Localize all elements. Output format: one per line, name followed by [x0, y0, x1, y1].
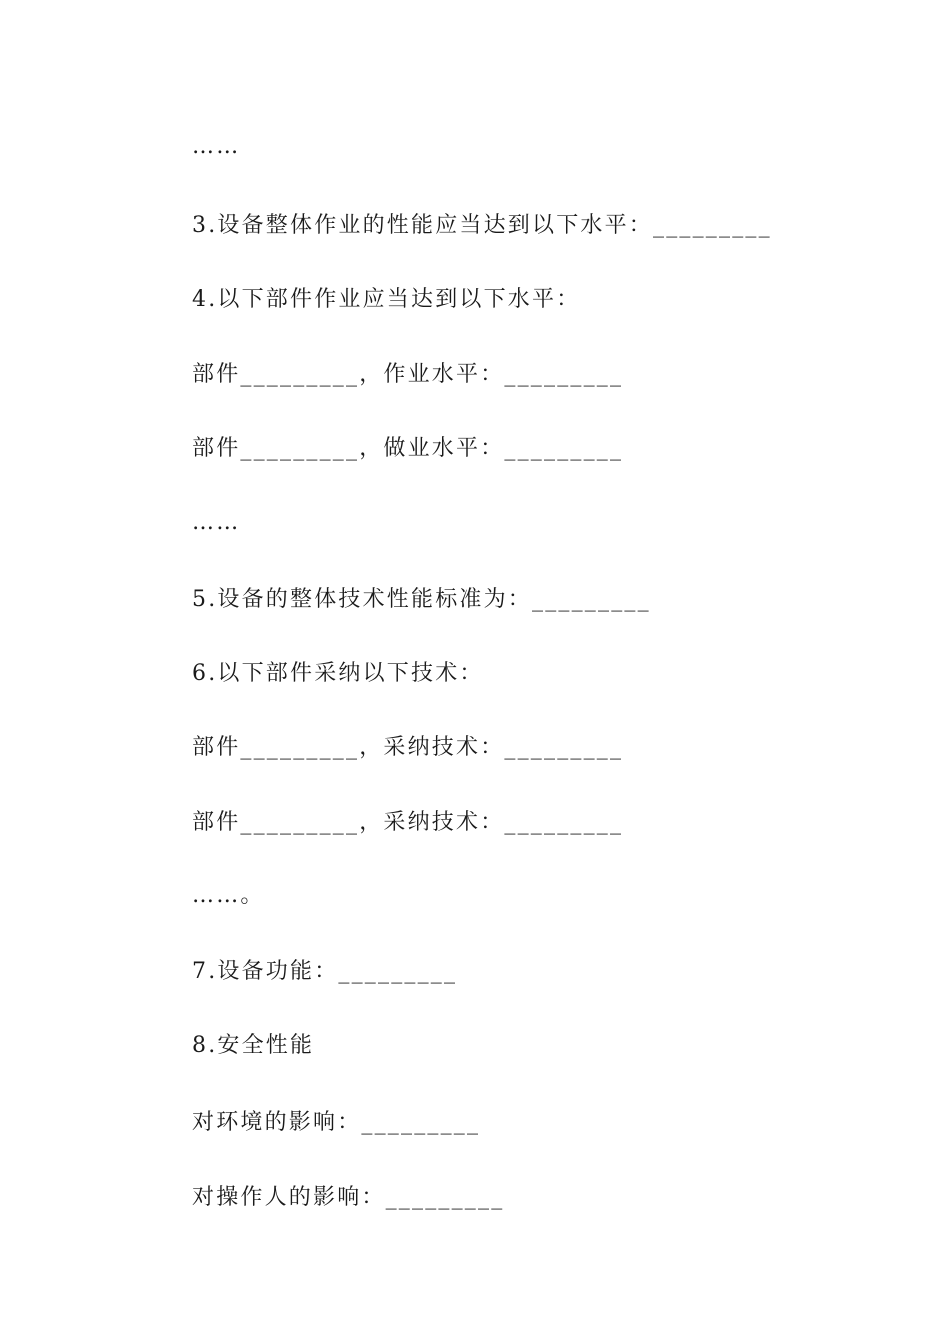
item-4-component-level: 4.以下部件作业应当达到以下水平：	[192, 287, 581, 312]
ellipsis-line: ……。	[192, 883, 265, 908]
item-6-component-tech: 6.以下部件采纳以下技术：	[192, 661, 484, 686]
component-tech-line: 部件_________，采纳技术：_________	[192, 810, 624, 835]
environment-impact-line: 对环境的影响：_________	[192, 1110, 481, 1135]
component-tech-line: 部件_________，采纳技术：_________	[192, 735, 624, 760]
ellipsis-line: ……	[192, 134, 241, 159]
operator-impact-line: 对操作人的影响：_________	[192, 1185, 505, 1210]
component-operation-line: 部件_________，做业水平：_________	[192, 436, 624, 461]
item-5-technical-standard: 5.设备的整体技术性能标准为：_________	[192, 587, 651, 612]
item-8-safety-heading: 8.安全性能	[192, 1033, 315, 1058]
ellipsis-line: ……	[192, 510, 241, 535]
item-3-overall-performance: 3.设备整体作业的性能应当达到以下水平：_________	[192, 213, 772, 238]
component-operation-line: 部件_________，作业水平：_________	[192, 362, 624, 387]
item-7-function: 7.设备功能：_________	[192, 959, 458, 984]
